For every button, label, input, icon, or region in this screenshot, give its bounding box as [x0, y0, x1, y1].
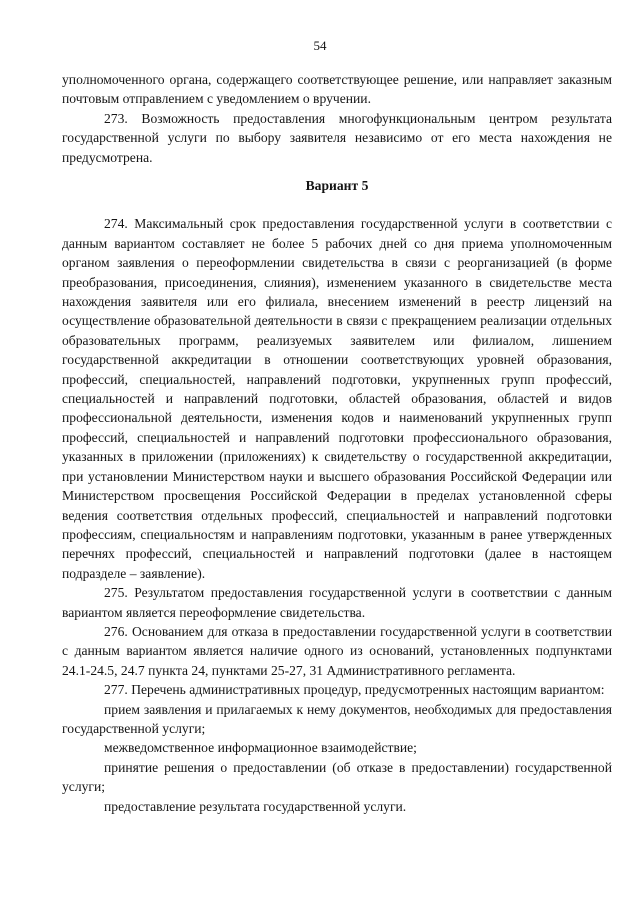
paragraph-276: 276. Основанием для отказа в предоставлении государственной услуги в соответствии с данным вариантом является наличие одного из оснований, установленных подпунктами 24.1-24.5, 24.7 пункта 24, пунктами 25-27, 31 Административного регламента.: [62, 623, 612, 678]
paragraph-277: 277. Перечень административных процедур, предусмотренных настоящим вариантом:: [104, 682, 605, 698]
intro-block: [62, 70, 612, 167]
procedure-item: межведомственное информационное взаимодействие;: [104, 740, 417, 756]
paragraph-continuation: уполномоченного органа, содержащего соответствующее решение, или направляет заказным почтовым отправлением с уведомлением о вручении.: [62, 72, 612, 107]
section-heading: Вариант 5: [305, 178, 369, 193]
procedure-item: предоставление результата государственной услуги.: [104, 798, 407, 814]
page-number: 54: [313, 38, 327, 53]
procedure-item: принятие решения о предоставлении (об отказе в предоставлении) государственной услуги;: [62, 759, 612, 795]
paragraph-273: 273. Возможность предоставления многофункциональным центром результата государственной услуги по выбору заявителя независимо от его места нахождения не предусмотрена.: [62, 110, 612, 165]
section-variant-5: [62, 176, 612, 816]
paragraph-274: 274. Максимальный срок предоставления государственной услуги в соответствии с данным вариантом составляет не более 5 рабочих дней со дня приема уполномоченным органом заявления о переоформлении свидетельства в связи с реорганизацией (в форме преобразования, присоединения, слияния), изменением указанного в свидетельстве места нахождения заявителя или его филиала, внесением изменений в реестр лицензий на осуществление образовательной деятельности в связи с прекращением реализации отдельных образовательных программ, реализуемых заявителем или филиалом, лишением государственной аккредитации в отношении соответствующих уровней образования, профессий, специальностей, направлений подготовки, укрупненных групп профессий, специальностей и направлений подготовки, областей образования, областей и видов профессиональной деятельности, изменения кодов и наименований укрупненных групп профессий, специальностей и направлений подготовки профессионального образования, указанных в приложении (приложениях) к свидетельству о государственной аккредитации, при установлении Министерством науки и высшего образования Российской Федерации или Министерством просвещения Российской Федерации в пределах установленной сферы ведения соответствия отдельных профессий, специальностей и направлений подготовки профессиям, специальностям и направлениям подготовки, указанным в ранее утвержденных перечнях профессий, специальностей и направлений подготовки (далее в настоящем подразделе – заявление).: [62, 216, 612, 581]
paragraph-275: 275. Результатом предоставления государственной услуги в соответствии с данным вариантом является переоформление свидетельства.: [62, 585, 612, 620]
procedure-item: прием заявления и прилагаемых к нему документов, необходимых для предоставления государственной услуги;: [62, 701, 612, 736]
